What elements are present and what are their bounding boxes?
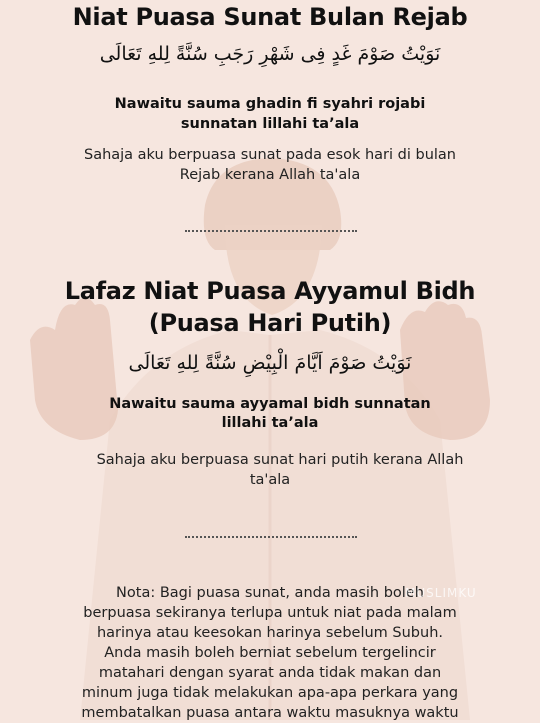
- nota-line: harinya atau keesokan harinya sebelum Subuh.: [96, 625, 444, 641]
- nota-line: Nota: Bagi puasa sunat, anda masih boleh: [116, 585, 424, 601]
- nota-line: membatalkan puasa antara waktu masuknya waktu: [81, 705, 459, 721]
- section2-rumi-line1: Nawaitu sauma ayyamal bidh sunnatan: [109, 396, 431, 412]
- section-divider: [185, 230, 357, 232]
- watermark-text: MUSLIMKU: [405, 586, 477, 600]
- nota-line: Anda masih boleh berniat sebelum tergelincir: [104, 645, 436, 661]
- section1-meaning-line2: Rejab kerana Allah ta'ala: [179, 167, 361, 183]
- section1-rumi-line1: Nawaitu sauma ghadin fi syahri rojabi: [114, 96, 426, 112]
- section2-meaning-line2: ta'ala: [249, 472, 291, 488]
- section2-title-line1: Lafaz Niat Puasa Ayyamul Bidh: [64, 277, 476, 305]
- section2-arabic-text: نَوَيْتُ صَوْمَ اَيَّامَ الْبِيْضِ سُنَّةً لِلهِ تَعَالَى: [128, 352, 412, 374]
- section2-meaning-line1: Sahaja aku berpuasa sunat hari putih kerana Allah: [96, 452, 464, 468]
- section2-rumi-line2: lillahi ta’ala: [221, 415, 319, 431]
- section1-arabic-text: نَوَيْتُ صَوْمَ غَدٍ فِى شَهْرِ رَجَبِ سُنَّةً لِلهِ تَعَالَى: [99, 43, 441, 65]
- nota-line: matahari dengan syarat anda tidak makan dan: [98, 665, 442, 681]
- section1-title: Niat Puasa Sunat Bulan Rejab: [72, 3, 468, 31]
- section2-title-line2: (Puasa Hari Putih): [148, 309, 392, 337]
- nota-line: berpuasa sekiranya terlupa untuk niat pada malam: [83, 605, 457, 621]
- section1-meaning-line1: Sahaja aku berpuasa sunat pada esok hari di bulan: [83, 147, 456, 163]
- nota-paragraph: [50, 583, 490, 723]
- section-divider: [185, 536, 357, 538]
- section1-rumi-line2: sunnatan lillahi ta’ala: [180, 116, 360, 132]
- nota-line: minum juga tidak melakukan apa-apa perkara yang: [81, 685, 459, 701]
